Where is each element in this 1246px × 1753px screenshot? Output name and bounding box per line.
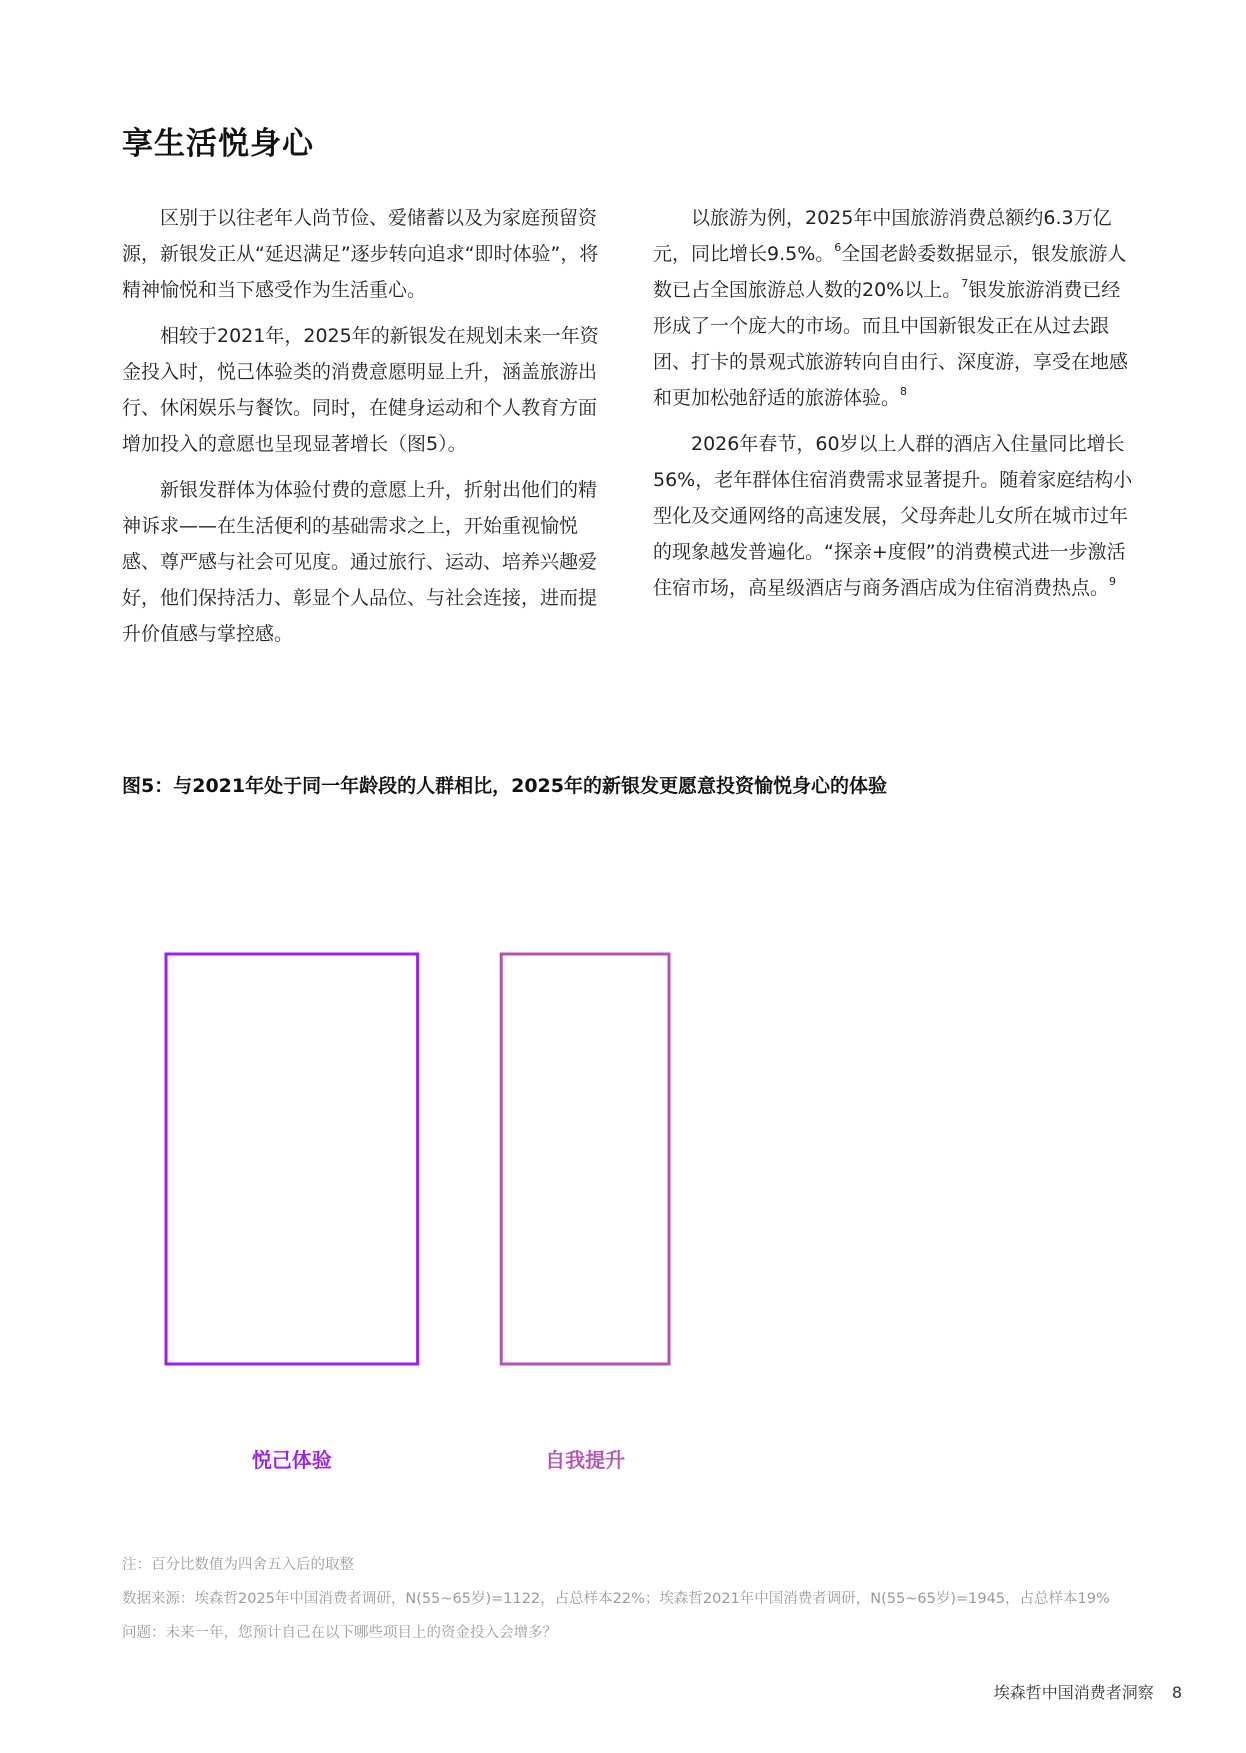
footnote-ref: 6 [834, 241, 842, 254]
notes [122, 1548, 1110, 1650]
paragraph: 区别于以往老年人尚节俭、爱储蓄以及为家庭预留资源，新银发正从“延迟满足”逐步转向追求“即时体验”，将精神愉悦和当下感受作为生活重心。 [122, 207, 599, 301]
left-column [122, 200, 604, 662]
paragraph-text: 银发旅游消费已经形成了一个庞大的市场。而且中国新银发正在从过去跟团、打卡的景观式旅游转向自由行、深度游，享受在地感和更加松弛舒适的旅游体验。 [653, 279, 1129, 409]
group-label: 自我提升 [545, 1448, 626, 1472]
group-box [166, 954, 418, 1364]
page-number: 8 [1171, 1683, 1182, 1702]
page-footer [994, 1680, 1182, 1703]
paragraph-text: 2026年春节，60岁以上人群的酒店入住量同比增长56%，老年群体住宿消费需求显著提升。随着家庭结构小型化及交通网络的高速发展，父母奔赴儿女所在城市过年的现象越发普遍化。“探亲+度假”的消费模式进一步激活住宿市场，高星级酒店与商务酒店成为住宿消费热点。 [653, 433, 1133, 599]
footer-title: 埃森哲中国消费者洞察 [993, 1683, 1154, 1702]
right-column [653, 200, 1135, 616]
note-source: 数据来源：埃森哲2025年中国消费者调研，N(55~65岁)=1122，占总样本22%；埃森哲2021年中国消费者调研，N(55~65岁)=1945，占总样本19% [122, 1591, 1110, 1607]
footnote-ref: 9 [1109, 575, 1117, 588]
bar-chart [0, 820, 1246, 1540]
paragraph-text: 全国老龄委数据显示，银发旅游人数已占全国旅游总人数的20%以上。 [653, 243, 1127, 301]
page-heading: 享生活悦身心 [122, 126, 314, 162]
note-rounding: 注：百分比数值为四舍五入后的取整 [122, 1557, 354, 1573]
paragraph [653, 426, 1135, 606]
group-box [501, 954, 669, 1364]
paragraph [653, 200, 1135, 416]
group-label: 悦己体验 [251, 1448, 332, 1472]
note-question: 问题：未来一年，您预计自己在以下哪些项目上的资金投入会增多？ [122, 1625, 557, 1641]
figure-caption: 图5：与2021年处于同一年龄段的人群相比，2025年的新银发更愿意投资愉悦身心的体验 [122, 775, 887, 797]
paragraph: 新银发群体为体验付费的意愿上升，折射出他们的精神诉求——在生活便利的基础需求之上，开始重视愉悦感、尊严感与社会可见度。通过旅行、运动、培养兴趣爱好，他们保持活力、彰显个人品位、与社会连接，进而提升价值感与掌控感。 [122, 479, 598, 645]
paragraph: 相较于2021年，2025年的新银发在规划未来一年资金投入时，悦己体验类的消费意愿明显上升，涵盖旅游出行、休闲娱乐与餐饮。同时，在健身运动和个人教育方面增加投入的意愿也呈现显著增长（图5）。 [122, 325, 599, 455]
footnote-ref: 7 [961, 277, 969, 290]
footnote-ref: 8 [900, 385, 908, 398]
paragraph-text: 以旅游为例，2025年中国旅游消费总额约6.3万亿元，同比增长9.5%。 [653, 207, 1112, 265]
